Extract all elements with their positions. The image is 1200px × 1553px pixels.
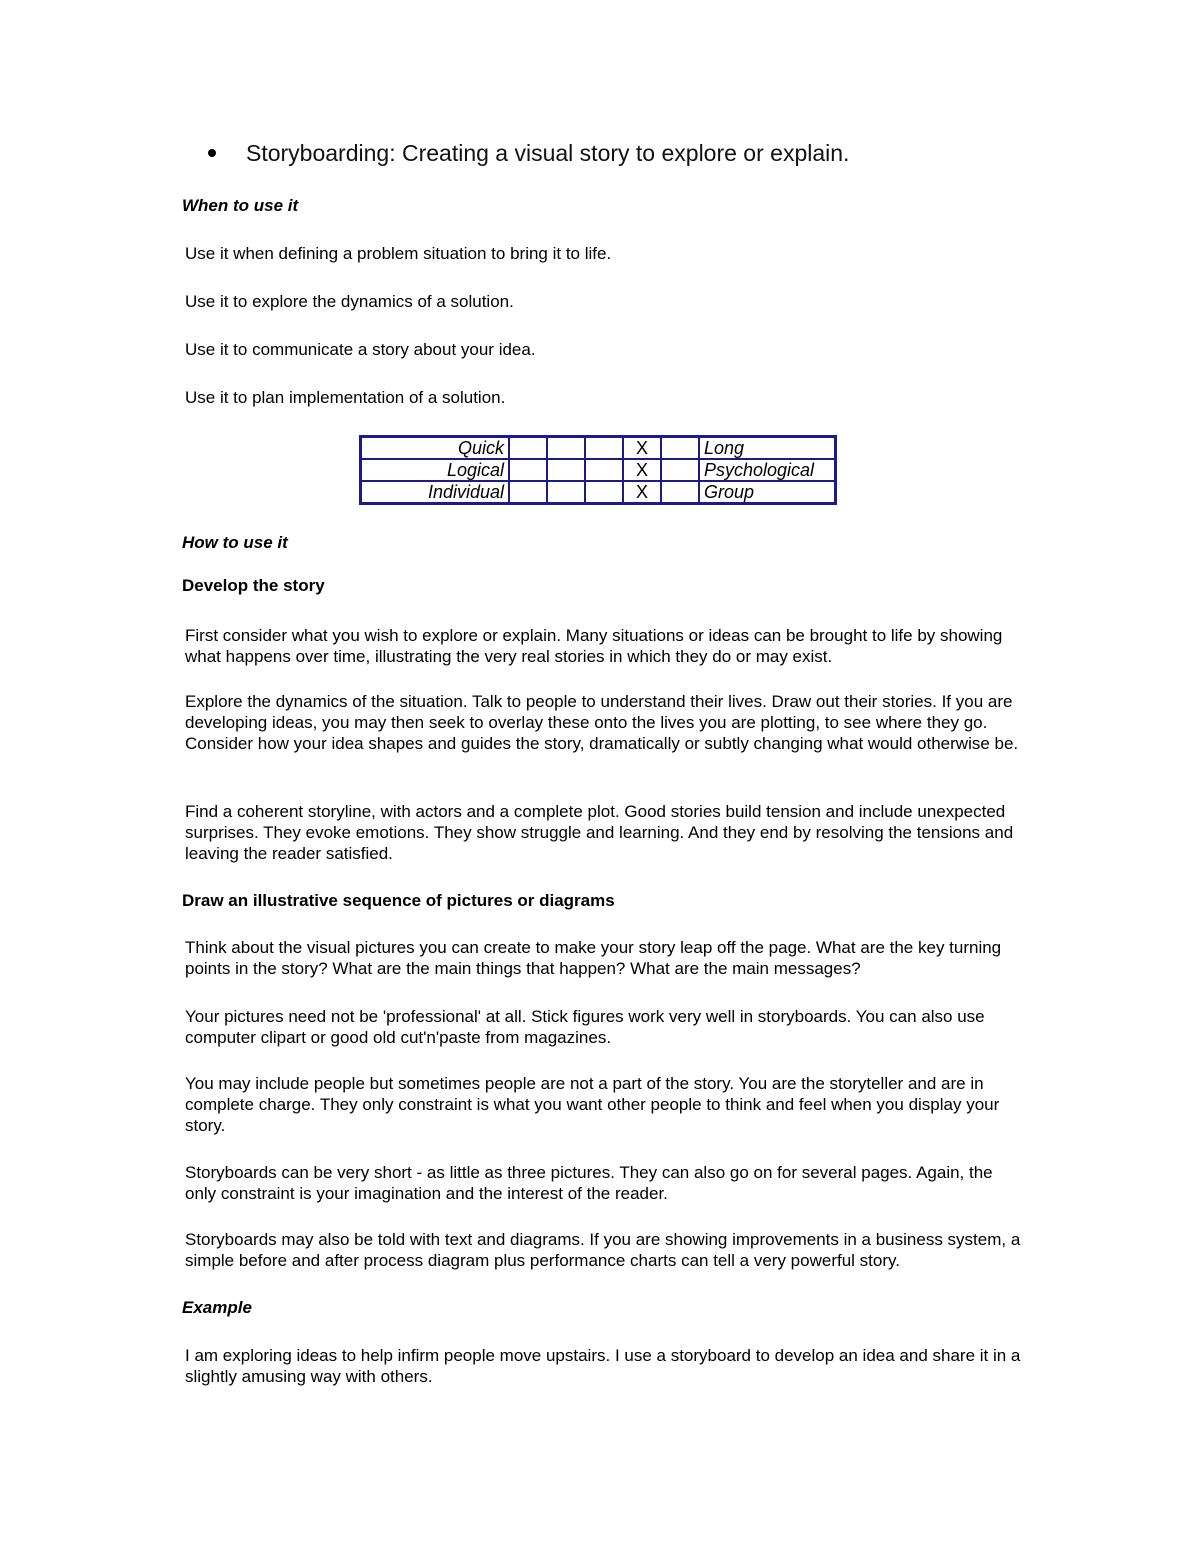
draw-paragraph: You may include people but sometimes people are not a part of the story. You are the storyteller and are in complete charge. They only constraint is what you want other people to think and feel when you display your story.: [185, 1074, 1000, 1135]
rating-row: [361, 437, 836, 460]
rating-cell: [547, 481, 585, 504]
page-title: [208, 140, 849, 167]
rating-cell: [661, 459, 699, 481]
when-item: Use it to communicate a story about your idea.: [185, 340, 536, 359]
draw-paragraph: Storyboards can be very short - as little as three pictures. They can also go on for several pages. Again, the only constraint is your imagination and the interest of the reader.: [185, 1163, 993, 1203]
example-heading: Example: [182, 1298, 252, 1317]
rating-right-label: Group: [699, 481, 836, 504]
develop-paragraph: Find a coherent storyline, with actors and a complete plot. Good stories build tension and include unexpected surprises. They evoke emotions. They show struggle and learning. And they end by resolving the tensions and leaving the reader satisfied.: [185, 802, 1014, 863]
when-item: Use it to plan implementation of a solution.: [185, 388, 506, 407]
rating-right-label: Psychological: [699, 459, 836, 481]
when-heading: When to use it: [182, 196, 299, 215]
rating-cell: X: [623, 481, 661, 504]
how-heading: How to use it: [182, 533, 288, 552]
rating-cell: [509, 481, 547, 504]
rating-right-label: Long: [699, 437, 836, 460]
develop-paragraph: First consider what you wish to explore or explain. Many situations or ideas can be brought to life by showing what happens over time, illustrating the very real stories in which they do or may exist.: [185, 626, 1003, 666]
rating-cell: [585, 459, 623, 481]
rating-left-label: Individual: [361, 481, 510, 504]
rating-left-label: Quick: [361, 437, 510, 460]
title-text: Storyboarding: Creating a visual story to explore or explain.: [246, 140, 850, 166]
draw-heading: Draw an illustrative sequence of pictures or diagrams: [182, 891, 615, 910]
rating-row: [361, 481, 836, 504]
bullet-icon: [208, 140, 246, 167]
draw-paragraph: Your pictures need not be 'professional' at all. Stick figures work very well in storyboards. You can also use computer clipart or good old cut'n'paste from magazines.: [185, 1007, 985, 1047]
when-item: Use it to explore the dynamics of a solution.: [185, 292, 514, 311]
rating-cell: [509, 437, 547, 460]
rating-left-label: Logical: [361, 459, 510, 481]
rating-cell: X: [623, 437, 661, 460]
rating-cell: [585, 481, 623, 504]
rating-cell: X: [623, 459, 661, 481]
rating-cell: [547, 459, 585, 481]
draw-paragraph: Think about the visual pictures you can create to make your story leap off the page. What are the key turning points in the story? What are the main things that happen? What are the main messages?: [185, 938, 1002, 978]
rating-cell: [585, 437, 623, 460]
develop-heading: Develop the story: [182, 576, 325, 595]
rating-row: [361, 459, 836, 481]
rating-table: [359, 435, 837, 505]
rating-cell: [547, 437, 585, 460]
draw-paragraph: Storyboards may also be told with text and diagrams. If you are showing improvements in a business system, a simple before and after process diagram plus performance charts can tell a very powerful story.: [185, 1230, 1021, 1270]
example-paragraph: I am exploring ideas to help infirm people move upstairs. I use a storyboard to develop an idea and share it in a slightly amusing way with others.: [185, 1346, 1021, 1386]
rating-cell: [509, 459, 547, 481]
rating-cell: [661, 437, 699, 460]
rating-cell: [661, 481, 699, 504]
when-item: Use it when defining a problem situation to bring it to life.: [185, 244, 612, 263]
develop-paragraph: Explore the dynamics of the situation. Talk to people to understand their lives. Draw out their stories. If you are developing ideas, you may then seek to overlay these onto the lives you are plotting, to see where they go. Consider how your idea shapes and guides the story, dramatically or subtly changing what would otherwise be.: [185, 692, 1019, 753]
